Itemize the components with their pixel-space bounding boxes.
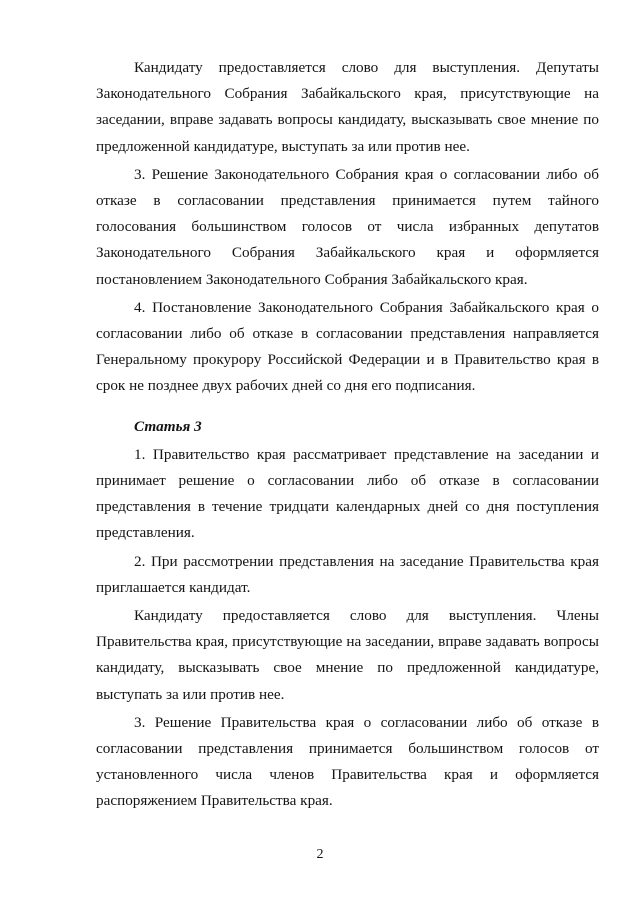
paragraph-item-3-assembly-decision: 3. Решение Законодательного Собрания края о согласовании либо об отказе в согласовании представления принимается путем тайного голосования большинством голосов от числа избранных депутатов Законодательного Собрания Забайкальского края и оформляется постановлением Законодательного Собрания Забайкальского края. <box>96 165 599 288</box>
article-heading: Статья 3 <box>134 417 202 435</box>
paragraph-item-2-invitation: 2. При рассмотрении представления на заседание Правительства края приглашается кандидат. <box>96 552 599 596</box>
paragraph-item-3-government-decision: 3. Решение Правительства края о согласовании либо об отказе в согласовании представления принимается большинством голосов от установленного числа членов Правительства края и оформляется распоряжением Правительства края. <box>96 713 599 810</box>
document-body <box>96 55 599 815</box>
paragraph-item-1-government-review: 1. Правительство края рассматривает представление на заседании и принимает решение о согласовании либо об отказе в согласовании представления в течение тридцати календарных дней со дня поступления представления. <box>96 445 599 542</box>
page-number: 2 <box>316 847 324 862</box>
paragraph-candidate-speech-members: Кандидату предоставляется слово для выступления. Члены Правительства края, присутствующие на заседании, вправе задавать вопросы кандидату, высказывать свое мнение по предложенной кандидатуре, выступать за или против нее. <box>96 607 599 703</box>
paragraph-item-4-resolution: 4. Постановление Законодательного Собрания Забайкальского края о согласовании либо об отказе в согласовании представления направляется Генеральному прокурору Российской Федерации и в Правительство края в срок не позднее двух рабочих дней со дня его подписания. <box>96 298 599 395</box>
paragraph-candidate-speech-deputies: Кандидату предоставляется слово для выступления. Депутаты Законодательного Собрания Забайкальского края, присутствующие на заседании, вправе задавать вопросы кандидату, высказывать свое мнение по предложенной кандидатуре, выступать за или против нее. <box>96 59 599 155</box>
